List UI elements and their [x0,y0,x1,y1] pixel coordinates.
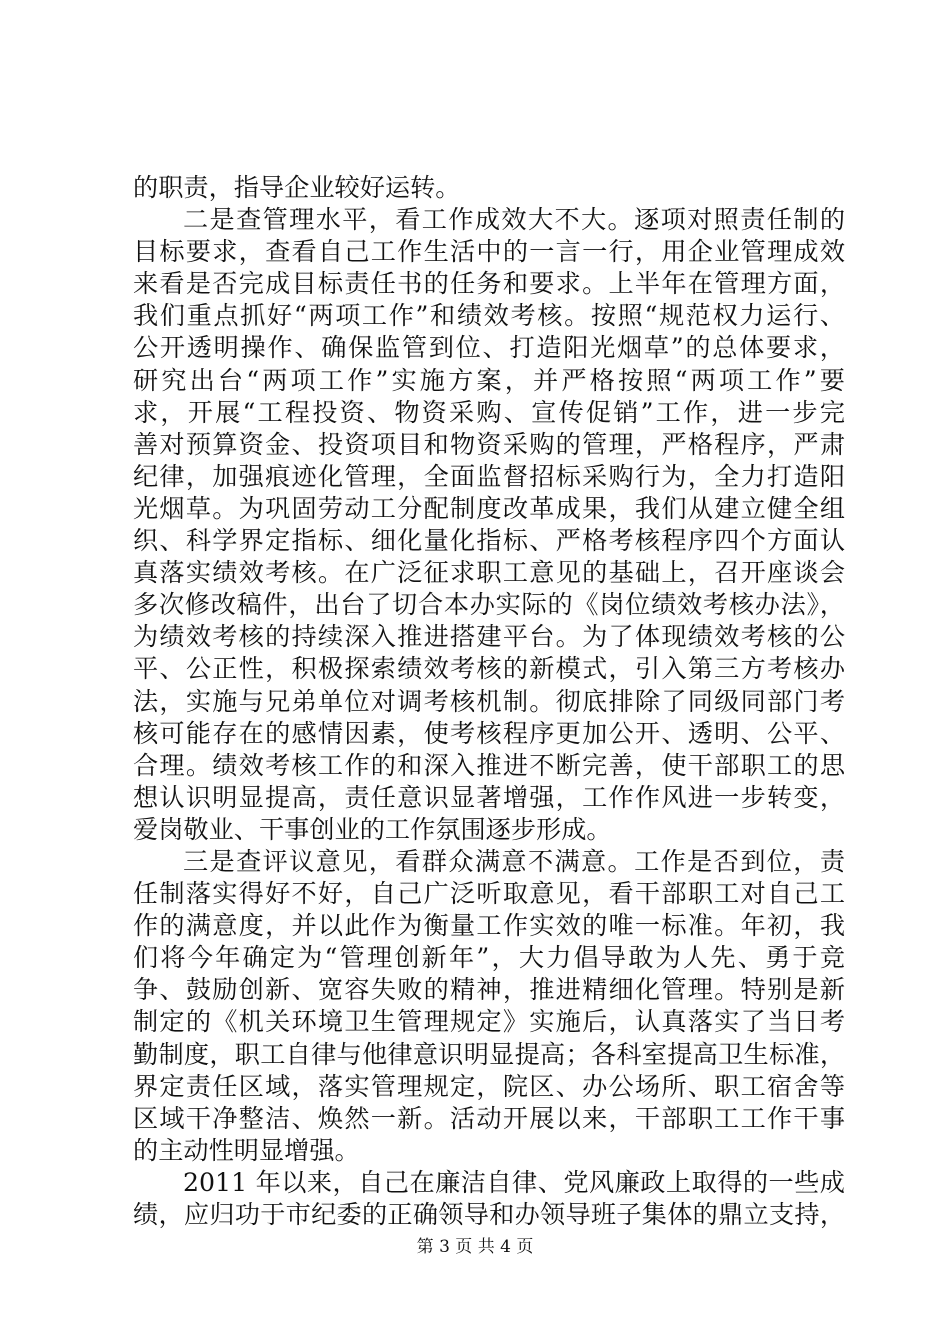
text-line: 界定责任区域，落实管理规定，院区、办公场所、职工宿舍等 [133,1071,845,1101]
text-line: 真落实绩效考核。在广泛征求职工意见的基础上，召开座谈会 [133,558,845,588]
text-line: 的职责，指导企业较好运转。 [133,173,461,202]
text-line: 我们重点抓好“两项工作”和绩效考核。按照“规范权力运行、 [133,301,845,331]
text-line: 合理。绩效考核工作的和深入推进不断完善，使干部职工的思 [133,750,845,780]
text-line: 求，开展“工程投资、物资采购、宣传促销”工作，进一步完 [133,397,845,427]
body-text [133,172,845,1231]
page-footer: 第 3 页 共 4 页 [416,1237,534,1257]
text-line: 三是查评议意见，看群众满意不满意。工作是否到位，责 [183,846,845,876]
text-line: 的主动性明显增强。 [133,1135,360,1165]
text-line: 平、公正性，积极探索绩效考核的新模式，引入第三方考核办 [133,654,845,684]
text-line: 善对预算资金、投资项目和物资采购的管理，严格程序，严肃 [133,429,845,459]
text-line: 勤制度，职工自律与他律意识明显提高；各科室提高卫生标准， [133,1039,845,1069]
text-line: 2011 年以来，自己在廉洁自律、党风廉政上取得的一些成 [183,1167,845,1197]
text-line: 多次修改稿件，出台了切合本办实际的《岗位绩效考核办法》， [133,590,845,620]
text-line: 公开透明操作、确保监管到位、打造阳光烟草”的总体要求， [133,333,845,363]
text-line: 绩，应归功于市纪委的正确领导和办领导班子集体的鼎立支持， [133,1200,845,1229]
text-line: 光烟草。为巩固劳动工分配制度改革成果，我们从建立健全组 [133,493,845,523]
text-line: 研究出台“两项工作”实施方案，并严格按照“两项工作”要 [133,365,845,395]
text-line: 爱岗敬业、干事创业的工作氛围逐步形成。 [133,814,612,844]
text-line: 法，实施与兄弟单位对调考核机制。彻底排除了同级同部门考 [133,686,845,716]
text-line: 任制落实得好不好，自己广泛听取意见，看干部职工对自己工 [133,879,845,909]
text-line: 想认识明显提高，责任意识显著增强，工作作风进一步转变， [133,782,845,812]
text-line: 制定的《机关环境卫生管理规定》实施后，认真落实了当日考 [133,1007,845,1037]
text-line: 作的满意度，并以此作为衡量工作实效的唯一标准。年初，我 [133,911,845,941]
text-line: 区域干净整洁、焕然一新。活动开展以来，干部职工工作干事 [133,1103,845,1133]
text-line: 争、鼓励创新、宽容失败的精神，推进精细化管理。特别是新 [133,975,845,1005]
text-line: 织、科学界定指标、细化量化指标、严格考核程序四个方面认 [133,526,845,556]
text-line: 目标要求，查看自己工作生活中的一言一行，用企业管理成效 [133,237,845,267]
text-line: 来看是否完成目标责任书的任务和要求。上半年在管理方面， [133,269,845,299]
text-line: 们将今年确定为“管理创新年”，大力倡导敢为人先、勇于竞 [133,943,845,973]
text-line: 纪律，加强痕迹化管理，全面监督招标采购行为，全力打造阳 [133,461,845,491]
text-line: 核可能存在的感情因素，使考核程序更加公开、透明、公平、 [133,718,845,748]
text-line: 二是查管理水平，看工作成效大不大。逐项对照责任制的 [183,205,845,235]
text-line: 为绩效考核的持续深入推进搭建平台。为了体现绩效考核的公 [133,622,845,652]
